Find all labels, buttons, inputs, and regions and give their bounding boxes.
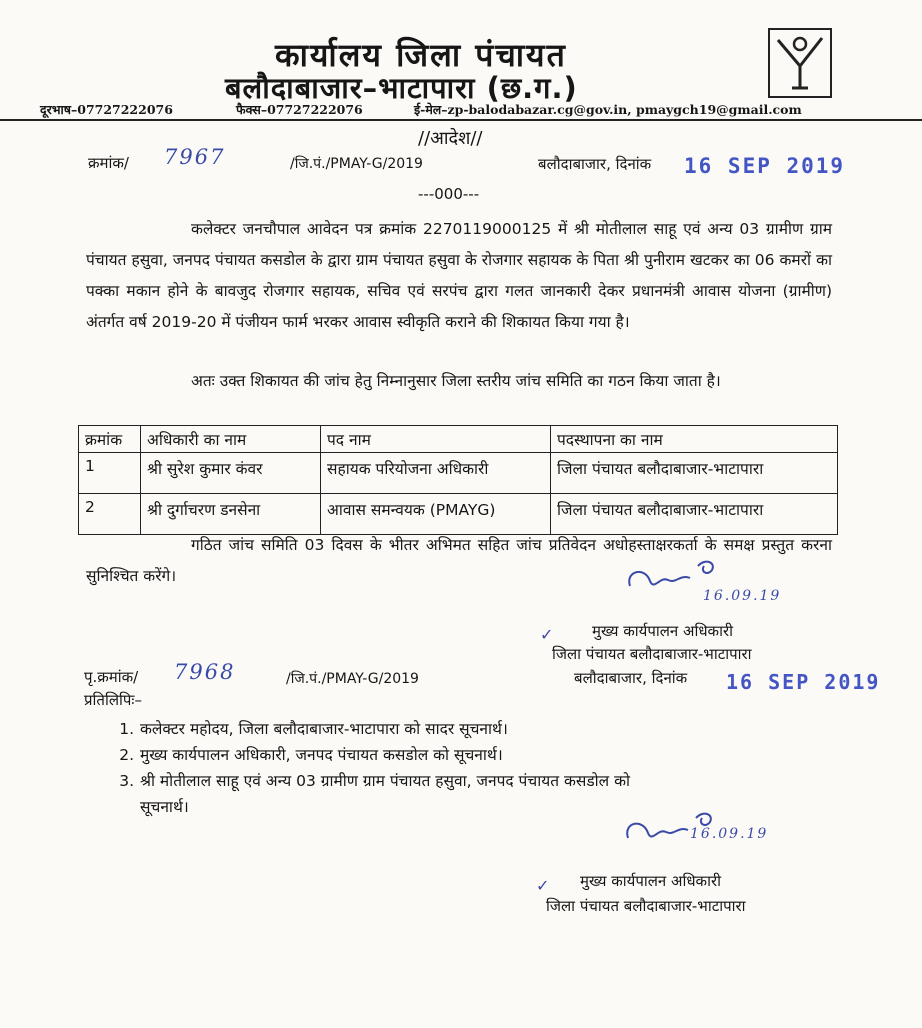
table-cell: जिला पंचायत बलौदाबाजार-भाटापारा — [551, 453, 838, 494]
table-row — [79, 453, 838, 494]
header-divider — [0, 119, 922, 121]
table-header: अधिकारी का नाम — [141, 426, 321, 453]
table-cell: सहायक परियोजना अधिकारी — [321, 453, 551, 494]
kramank-number: 7967 — [164, 145, 226, 169]
reference-number: /जि.पं./PMAY-G/2019 — [290, 156, 423, 172]
copy-place-date-label: बलौदाबाजार, दिनांक — [574, 669, 688, 687]
signatory-title: मुख्य कार्यपालन अधिकारी — [592, 622, 733, 640]
table-cell: श्री दुर्गाचरण डनसेना — [141, 494, 321, 535]
separator: ---000--- — [418, 185, 480, 203]
table-header: क्रमांक — [79, 426, 141, 453]
list-item: 2. मुख्य कार्यपालन अधिकारी, जनपद पंचायत कसडोल को सूचनार्थ। — [119, 746, 503, 764]
list-item: 3. श्री मोतीलाल साहू एवं अन्य 03 ग्रामीण ग्राम पंचायत हसुवा, जनपद पंचायत कसडोल को — [119, 772, 631, 790]
kramank-label: क्रमांक/ — [88, 154, 129, 172]
office-title: कार्यालय जिला पंचायत — [275, 36, 567, 74]
table-cell: जिला पंचायत बलौदाबाजार-भाटापारा — [551, 494, 838, 535]
signature-date: 16.09.19 — [690, 826, 769, 842]
fax-number: फैक्स–07727222076 — [236, 102, 363, 117]
signature-date: 16.09.19 — [703, 588, 782, 604]
date-stamp: 16 SEP 2019 — [684, 154, 846, 178]
copy-kramank-label: पृ.क्रमांक/ — [84, 668, 139, 686]
order-heading: //आदेश// — [418, 128, 483, 149]
committee-table — [78, 425, 838, 535]
district-title: बलौदाबाजार–भाटापारा (छ.ग.) — [225, 71, 578, 105]
table-cell: 2 — [79, 494, 141, 535]
emblem-icon — [770, 30, 830, 96]
signatory-office: जिला पंचायत बलौदाबाजार-भाटापारा — [546, 897, 746, 915]
table-header: पद नाम — [321, 426, 551, 453]
complaint-paragraph: कलेक्टर जनचौपाल आवेदन पत्र क्रमांक 2270119000125 में श्री मोतीलाल साहू एवं अन्य 03 ग्रामीण ग्राम पंचायत हसुवा, जनपद पंचायत कसडोल के द्वारा ग्राम पंचायत हसुवा के रोजगार सहायक के पिता श्री पुनीराम खटकर का 06 कमरों का पक्का मकान होने के बावजुद रोजगार सहायक, सचिव एवं सरपंच द्वारा गलत जानकारी देकर प्रधानमंत्री आवास योजना (ग्रामीण) अंतर्गत वर्ष 2019-20 में पंजीयन फार्म भरकर आवास स्वीकृति कराने की शिकायत किया गया है। — [86, 220, 832, 331]
copy-reference-number: /जि.पं./PMAY-G/2019 — [286, 671, 419, 687]
committee-paragraph: अतः उक्त शिकायत की जांच हेतु निम्नानुसार जिला स्तरीय जांच समिति का गठन किया जाता है। — [191, 372, 721, 390]
table-cell: 1 — [79, 453, 141, 494]
table-row — [79, 494, 838, 535]
copy-kramank-number: 7968 — [174, 660, 236, 684]
table-cell: आवास समन्वयक (PMAYG) — [321, 494, 551, 535]
instruction-paragraph: गठित जांच समिति 03 दिवस के भीतर अभिमत सहित जांच प्रतिवेदन अधोहस्ताक्षरकर्ता के समक्ष प्रस्तुत करना सुनिश्चित करेंगे। — [86, 536, 832, 585]
emblem-logo — [768, 28, 832, 98]
signatory-office: जिला पंचायत बलौदाबाजार-भाटापारा — [552, 645, 752, 663]
signatory-title: मुख्य कार्यपालन अधिकारी — [580, 872, 721, 890]
place-date-label: बलौदाबाजार, दिनांक — [538, 155, 652, 173]
tick-icon: ✓ — [536, 876, 550, 895]
copy-date-stamp: 16 SEP 2019 — [726, 670, 881, 694]
copy-list — [108, 716, 630, 820]
list-item: सूचनार्थ। — [140, 798, 189, 816]
table-cell: श्री सुरेश कुमार कंवर — [141, 453, 321, 494]
list-item: 1. कलेक्टर महोदय, जिला बलौदाबाजार-भाटापारा को सादर सूचनार्थ। — [119, 720, 508, 738]
tick-icon: ✓ — [540, 625, 554, 644]
table-header: पदस्थापना का नाम — [551, 426, 838, 453]
table-header-row — [79, 426, 838, 453]
pratilipi-label: प्रतिलिपिः– — [84, 691, 142, 709]
phone-number: दूरभाष–07727222076 — [40, 102, 173, 117]
email-address: ई-मेल–zp-balodabazar.cg@gov.in, pmaygch19@gmail.com — [414, 102, 802, 117]
